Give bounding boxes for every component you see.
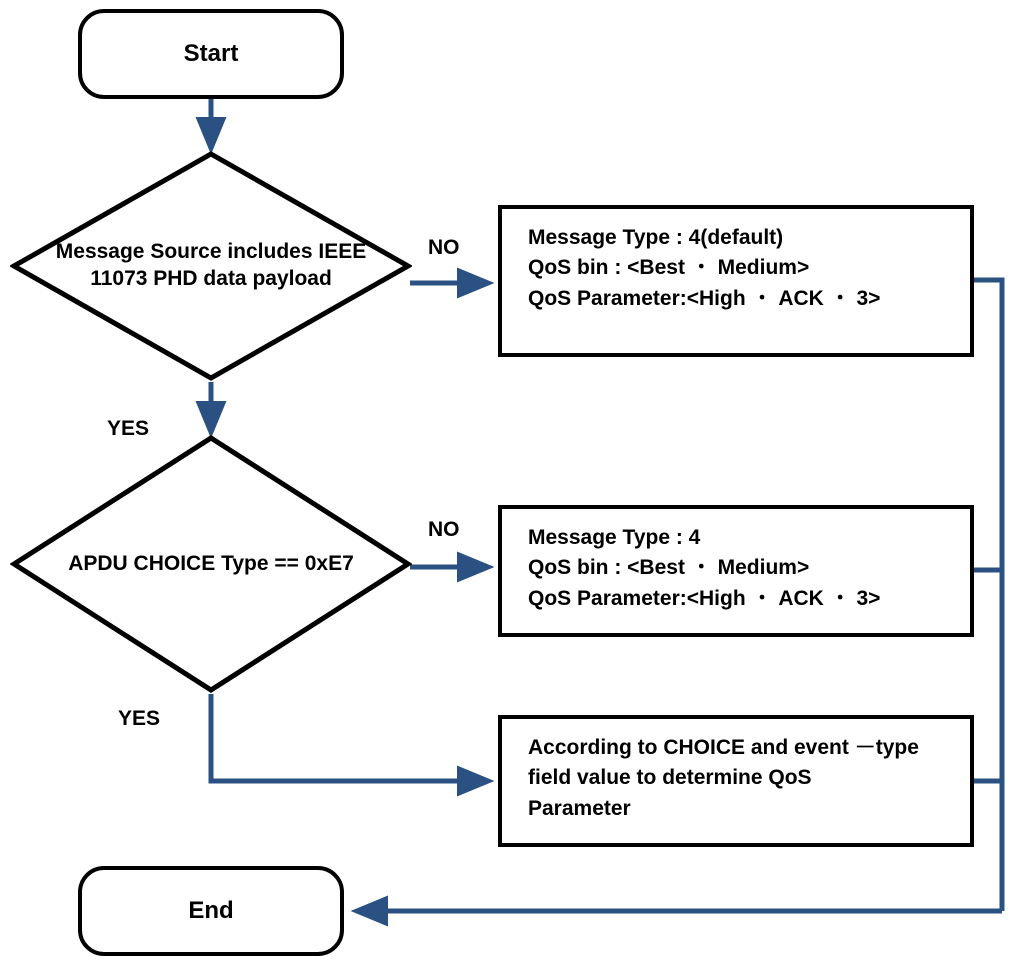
start-node-label: Start — [183, 40, 239, 67]
process-choice-event-type-line-1: According to CHOICE and event －type — [528, 736, 919, 759]
decision-apdu-choice-label: APDU CHOICE Type == 0xE7 — [68, 551, 354, 575]
edge-label-yes-1: YES — [107, 417, 150, 440]
process-choice-event-type — [498, 715, 974, 847]
decision-apdu-choice — [10, 434, 412, 694]
process-default-qos-line-1: Message Type : 4(default) — [528, 226, 784, 249]
decision-message-source-label: Message Source includes IEEE 11073 PHD data payload — [55, 240, 367, 290]
process-default-qos-line-3: QoS Parameter:<High ・ ACK ・ 3> — [528, 286, 881, 310]
process-choice-event-type-line-3: Parameter — [528, 796, 631, 820]
process-choice-event-type-line-2: field value to determine QoS — [528, 766, 812, 790]
process-type4-qos-line-3: QoS Parameter:<High ・ ACK ・ 3> — [528, 586, 881, 610]
end-node — [78, 866, 344, 956]
edge-label-no-1: NO — [428, 236, 460, 259]
edge-label-no-2: NO — [428, 518, 460, 541]
process-type4-qos — [498, 505, 974, 637]
process-default-qos-line-2: QoS bin : <Best ・ Medium> — [528, 256, 810, 280]
edge-decision2-yes — [211, 694, 488, 781]
decision-message-source — [10, 150, 412, 382]
edge-process1-to-end-bus — [974, 280, 1002, 911]
start-node — [78, 9, 344, 99]
end-node-label: End — [188, 897, 234, 924]
process-type4-qos-line-1: Message Type : 4 — [528, 526, 701, 549]
edge-label-yes-2: YES — [118, 707, 161, 730]
process-type4-qos-line-2: QoS bin : <Best ・ Medium> — [528, 556, 810, 580]
process-default-qos — [498, 205, 974, 357]
